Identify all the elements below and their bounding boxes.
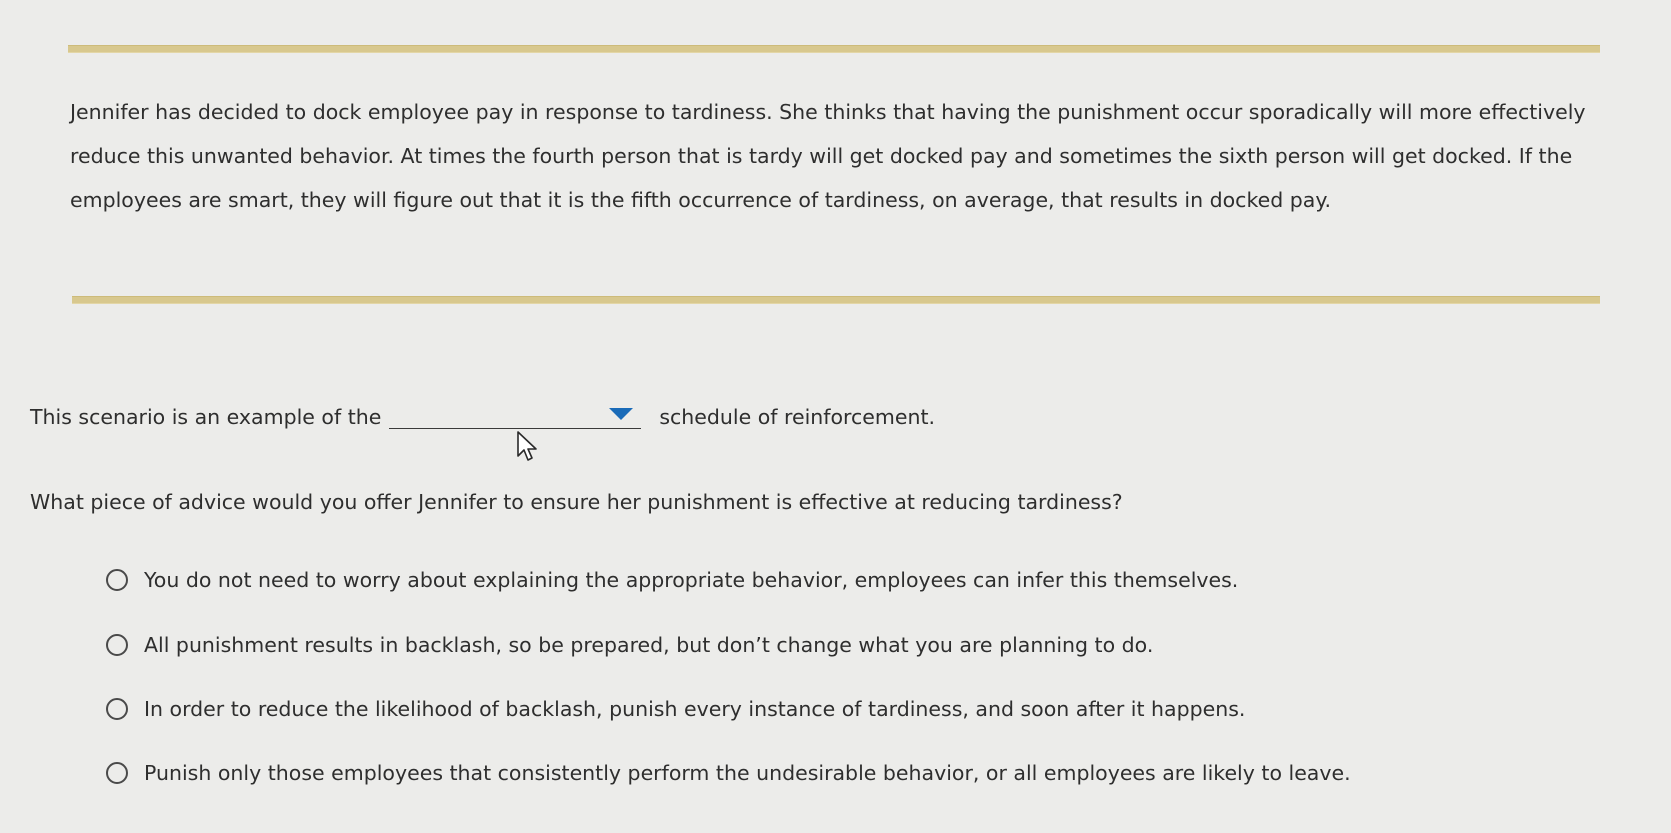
fill-in-prefix: This scenario is an example of the [30, 405, 382, 429]
scenario-text: Jennifer has decided to dock employee pay in response to tardiness. She thinks that having the punishment occur sporadically will more effectively reduce this unwanted behavior. At times the fourth person that is tardy will get docked pay and sometimes the sixth person will get docked. If the employees are smart, they will figure out that it is the fifth occurrence of tardiness, on average, that results in docked pay. [70, 100, 1586, 212]
answer-option-label: All punishment results in backlash, so be prepared, but don’t change what you are planning to do. [144, 633, 1154, 657]
advice-question: What piece of advice would you offer Jennifer to ensure her punishment is effective at reducing tardiness? [30, 490, 1123, 514]
radio-circle-icon[interactable] [106, 698, 128, 720]
divider-bottom [72, 296, 1600, 304]
divider-top [68, 45, 1600, 53]
triangle-down-icon[interactable] [609, 408, 633, 420]
answer-option-4[interactable] [106, 761, 1351, 785]
answer-option-1[interactable] [106, 568, 1238, 592]
fill-in-suffix: schedule of reinforcement. [659, 405, 936, 429]
radio-circle-icon[interactable] [106, 762, 128, 784]
answer-option-2[interactable] [106, 633, 1153, 657]
fill-in-question [30, 398, 935, 429]
mouse-pointer-icon [516, 430, 538, 464]
radio-circle-icon[interactable] [106, 569, 128, 591]
schedule-dropdown[interactable] [389, 398, 641, 429]
answer-option-3[interactable] [106, 697, 1245, 721]
radio-circle-icon[interactable] [106, 634, 128, 656]
answer-option-label: In order to reduce the likelihood of backlash, punish every instance of tardiness, and soon after it happens. [144, 697, 1246, 721]
answer-option-label: Punish only those employees that consistently perform the undesirable behavior, or all employees are likely to leave. [144, 761, 1351, 785]
answer-option-label: You do not need to worry about explaining the appropriate behavior, employees can infer this themselves. [144, 568, 1239, 592]
